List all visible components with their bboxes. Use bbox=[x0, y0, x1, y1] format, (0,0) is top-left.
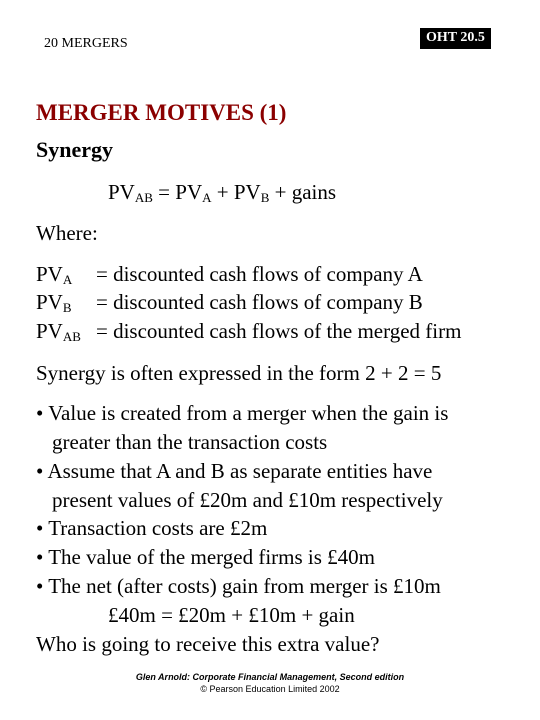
slide-subtitle: Synergy bbox=[36, 137, 113, 162]
section-label: 20 MERGERS bbox=[44, 36, 128, 51]
definition-pv: PV bbox=[36, 290, 63, 314]
definition-pv: PV bbox=[36, 319, 63, 343]
bullet-continuation: greater than the transaction costs bbox=[52, 430, 328, 454]
definition-sub: B bbox=[62, 300, 72, 315]
formula-gains: + gains bbox=[269, 180, 337, 204]
bullet-item: • Assume that A and B as separate entities have bbox=[36, 459, 433, 483]
definition-text: = discounted cash flows of the merged firm bbox=[96, 319, 462, 343]
footer-citation: Glen Arnold: Corporate Financial Management, Second edition bbox=[135, 672, 405, 682]
definition-sub: A bbox=[62, 272, 73, 287]
formula-pv-b: + PV bbox=[211, 180, 261, 204]
definition-sub: AB bbox=[62, 329, 81, 344]
formula-sub-ab: AB bbox=[134, 190, 153, 205]
bullet-item: • The value of the merged firms is £40m bbox=[36, 545, 376, 569]
definition-pv: PV bbox=[36, 262, 63, 286]
formula-pv-ab: PV bbox=[108, 180, 135, 204]
gain-equation: £40m = £20m + £10m + gain bbox=[108, 603, 355, 627]
footer-copyright: © Pearson Education Limited 2002 bbox=[200, 684, 340, 694]
bullet-item: • Transaction costs are £2m bbox=[36, 516, 268, 540]
bullet-item: • The net (after costs) gain from merger is £10m bbox=[36, 574, 441, 598]
slide-number-badge: OHT 20.5 bbox=[420, 28, 491, 49]
where-label: Where: bbox=[36, 221, 98, 245]
definition-text: = discounted cash flows of company A bbox=[96, 262, 423, 286]
definition-b bbox=[36, 290, 423, 316]
synergy-formula bbox=[108, 180, 336, 206]
formula-pv-a: = PV bbox=[152, 180, 203, 204]
definition-text: = discounted cash flows of company B bbox=[96, 290, 423, 314]
definition-a bbox=[36, 262, 423, 288]
closing-question: Who is going to receive this extra value? bbox=[36, 632, 380, 656]
bullet-continuation: present values of £20m and £10m respectively bbox=[52, 488, 443, 512]
bullet-item: • Value is created from a merger when the gain is bbox=[36, 401, 449, 425]
synergy-note: Synergy is often expressed in the form 2 + 2 = 5 bbox=[36, 361, 442, 385]
slide-title: MERGER MOTIVES (1) bbox=[36, 100, 287, 125]
definition-ab bbox=[36, 319, 462, 345]
formula-sub-a: A bbox=[202, 190, 212, 205]
formula-sub-b: B bbox=[260, 190, 270, 205]
